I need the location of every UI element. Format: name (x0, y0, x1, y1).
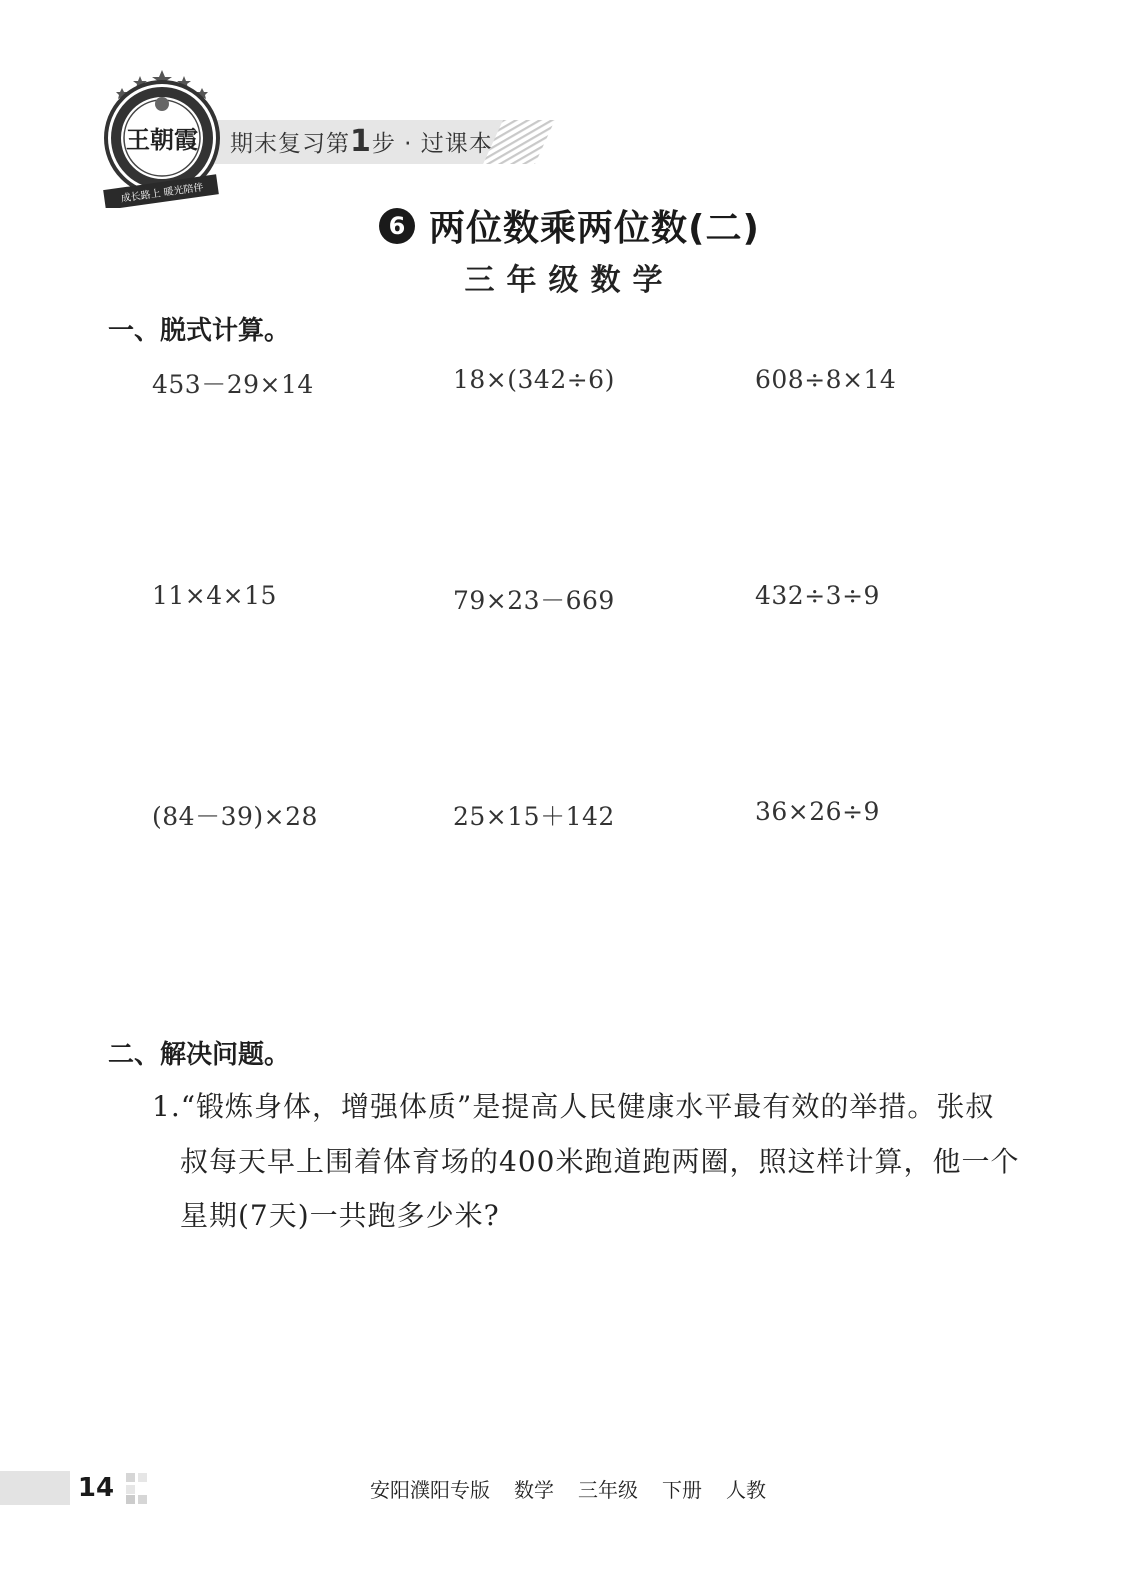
lesson-number-badge: 6 (379, 208, 415, 244)
logo-motto: 成长路上 暖光陪伴 (120, 182, 205, 205)
section2-heading: 二、解决问题。 (108, 1040, 291, 1070)
logo-wordmark: 王朝霞 (126, 125, 198, 154)
expression: 18×(342÷6) (453, 365, 615, 394)
expression: 432÷3÷9 (755, 581, 880, 610)
expression: 79×23－669 (453, 586, 615, 615)
lesson-title (0, 200, 1139, 251)
footer-info (370, 1474, 790, 1503)
publisher-logo (100, 66, 225, 208)
footer-edition: 安阳濮阳专版 (370, 1478, 490, 1502)
expression: 453－29×14 (152, 370, 314, 399)
problem-text: 1.“锻炼身体，增强体质”是提高人民健康水平最有效的举措。张叔 (152, 1090, 995, 1123)
expression: 608÷8×14 (755, 365, 897, 394)
expression: 11×4×15 (152, 581, 277, 610)
problem-text: 星期(7天)一共跑多少米? (180, 1199, 500, 1232)
review-step-tag: 期末复习第1步 · 过课本 (230, 124, 493, 159)
lesson-title-text: 两位数乘两位数(二) (429, 208, 760, 249)
problem-text: 叔每天早上围着体育场的400米跑道跑两圈，照这样计算，他一个 (180, 1145, 1020, 1178)
footer-grade: 三年级 (578, 1478, 638, 1502)
expression: (84－39)×28 (152, 802, 318, 831)
footer-subject: 数学 (514, 1478, 554, 1502)
page-number: 14 (70, 1471, 122, 1505)
expression: 36×26÷9 (755, 797, 880, 826)
section1-heading: 一、脱式计算。 (108, 316, 291, 346)
footer-decoration (126, 1471, 150, 1505)
expression: 25×15＋142 (453, 802, 615, 831)
footer-publisher: 人教 (726, 1478, 766, 1502)
subtitle: 三年级数学 (464, 263, 675, 298)
footer-volume: 下册 (662, 1478, 702, 1502)
